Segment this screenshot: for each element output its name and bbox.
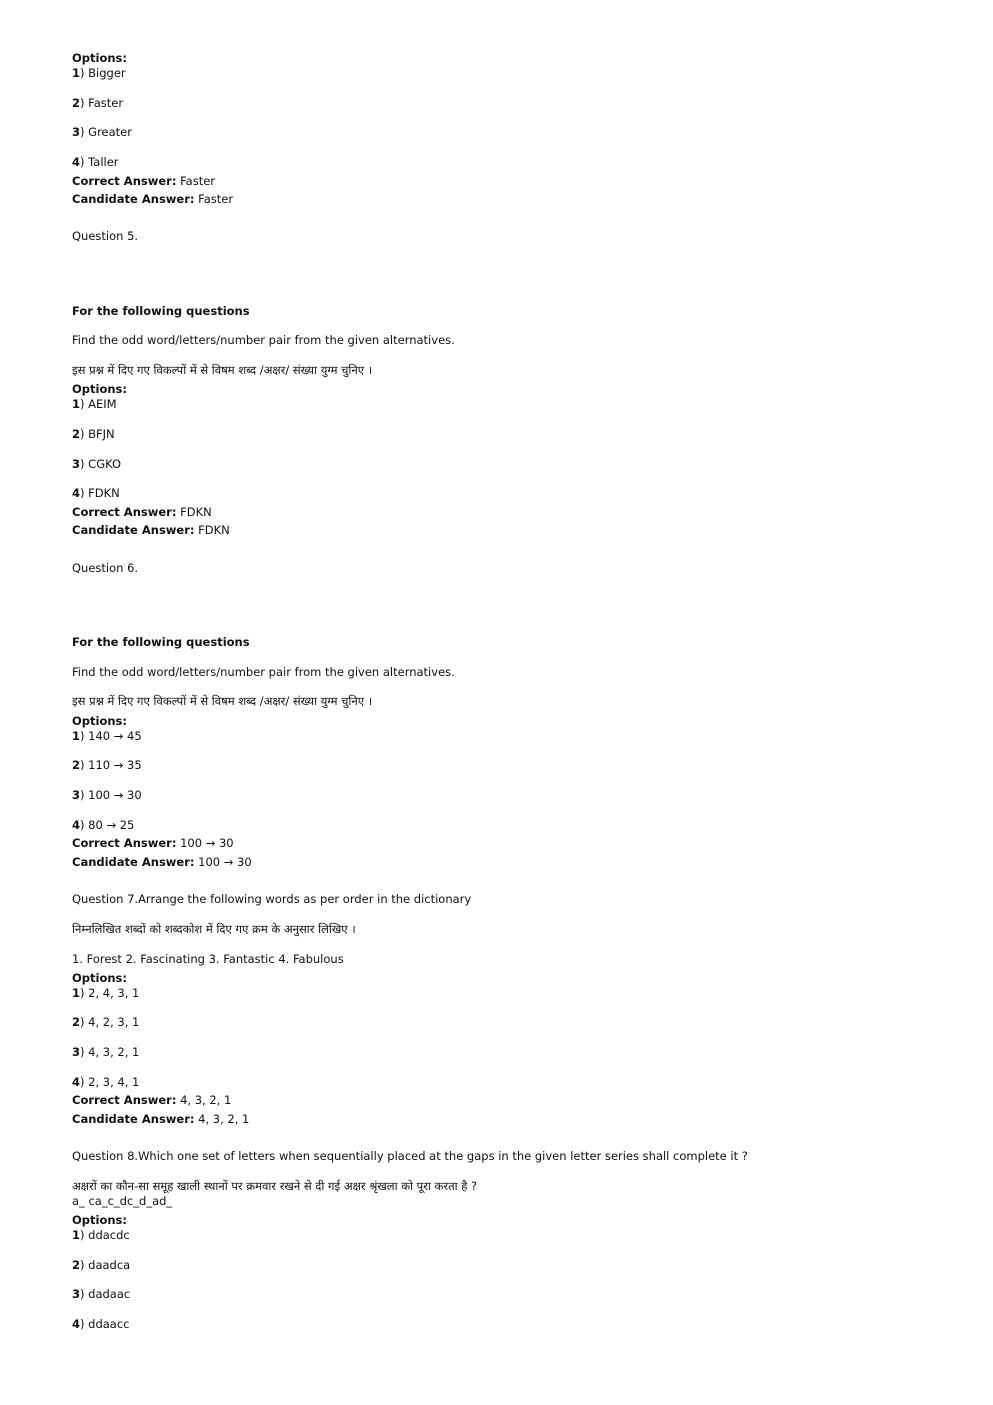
option-text: ) ddaacc [80,1317,130,1331]
correct-answer-label: Correct Answer: [72,505,177,519]
option-number: 3 [72,1045,81,1059]
option-4 [72,155,119,170]
options-label: Options: [72,971,127,985]
option-number: 2 [72,758,81,772]
option-number: 1 [72,66,81,80]
option-text: ) 110 → 35 [80,758,142,772]
candidate-answer [72,192,233,207]
option-1 [72,1228,130,1243]
option-text: ) daadca [80,1258,131,1272]
options-label: Options: [72,382,127,396]
correct-answer [72,836,234,851]
question-prompt-hi: इस प्रश्न में दिए गए विकल्पों में से विषम शब्द /अक्षर/ संख्या युग्म चुनिए । [72,694,373,708]
question-items: 1. Forest 2. Fascinating 3. Fantastic 4. Fabulous [72,952,344,966]
option-text: ) 80 → 25 [80,818,135,832]
option-1 [72,66,126,81]
option-number: 2 [72,1015,81,1029]
option-text: ) 4, 3, 2, 1 [80,1045,140,1059]
question-title: Question 7.Arrange the following words as per order in the dictionary [72,892,472,906]
candidate-answer [72,1112,249,1127]
option-text: ) 4, 2, 3, 1 [80,1015,140,1029]
option-3 [72,1045,139,1060]
candidate-answer-value: 4, 3, 2, 1 [194,1112,250,1126]
correct-answer [72,174,215,189]
option-1 [72,729,142,744]
section-heading: For the following questions [72,635,250,649]
option-text: ) AEIM [80,397,117,411]
candidate-answer-label: Candidate Answer: [72,855,195,869]
correct-answer-value: FDKN [176,505,212,519]
option-4 [72,818,134,833]
option-2 [72,427,115,442]
option-2 [72,758,142,773]
candidate-answer-label: Candidate Answer: [72,523,195,537]
candidate-answer [72,855,252,870]
correct-answer-label: Correct Answer: [72,836,177,850]
option-number: 3 [72,788,81,802]
section-heading: For the following questions [72,304,250,318]
correct-answer-value: 4, 3, 2, 1 [176,1093,232,1107]
option-2 [72,1258,130,1273]
correct-answer [72,505,212,520]
option-text: ) 140 → 45 [80,729,142,743]
option-text: ) dadaac [80,1287,131,1301]
option-4 [72,1075,139,1090]
question-prompt-hi: अक्षरों का कौन-सा समूह खाली स्थानों पर क्रमवार रखने से दी गई अक्षर श्रृंखला को पूरा करता है ? [72,1179,478,1193]
options-label: Options: [72,1213,127,1227]
option-text: ) 100 → 30 [80,788,142,802]
question-prompt-en: Find the odd word/letters/number pair from the given alternatives. [72,665,455,679]
option-text: ) BFJN [80,427,115,441]
question-title: Question 6. [72,561,139,575]
option-text: ) ddacdc [80,1228,130,1242]
letter-series: a_ ca_c_dc_d_ad_ [72,1194,173,1208]
option-number: 3 [72,457,81,471]
options-label: Options: [72,51,127,65]
option-text: ) 2, 4, 3, 1 [80,986,140,1000]
option-3 [72,788,142,803]
question-prompt-en: Find the odd word/letters/number pair from the given alternatives. [72,333,455,347]
option-2 [72,96,123,111]
question-prompt-hi: इस प्रश्न में दिए गए विकल्पों में से विषम शब्द /अक्षर/ संख्या युग्म चुनिए । [72,363,373,377]
option-number: 4 [72,486,81,500]
candidate-answer-value: FDKN [194,523,230,537]
option-3 [72,1287,130,1302]
option-number: 2 [72,96,81,110]
option-text: ) Greater [80,125,132,139]
option-number: 4 [72,1317,81,1331]
option-number: 2 [72,427,81,441]
correct-answer-label: Correct Answer: [72,1093,177,1107]
option-2 [72,1015,139,1030]
option-number: 1 [72,1228,81,1242]
option-text: ) 2, 3, 4, 1 [80,1075,140,1089]
candidate-answer-value: Faster [194,192,234,206]
option-text: ) Bigger [80,66,126,80]
option-number: 1 [72,986,81,1000]
option-3 [72,125,132,140]
option-1 [72,397,117,412]
question-title: Question 8.Which one set of letters when sequentially placed at the gaps in the given letter series shall complete it ? [72,1149,748,1163]
option-number: 2 [72,1258,81,1272]
options-label: Options: [72,714,127,728]
option-number: 3 [72,1287,81,1301]
option-number: 1 [72,729,81,743]
option-number: 3 [72,125,81,139]
question-prompt-hi: निम्नलिखित शब्दों को शब्दकोश में दिए गए क्रम के अनुसार लिखिए । [72,922,356,936]
candidate-answer [72,523,230,538]
option-text: ) Taller [80,155,119,169]
correct-answer [72,1093,231,1108]
option-number: 1 [72,397,81,411]
option-text: ) CGKO [80,457,122,471]
option-number: 4 [72,818,81,832]
candidate-answer-value: 100 → 30 [194,855,252,869]
question-title: Question 5. [72,229,139,243]
option-3 [72,457,121,472]
correct-answer-value: Faster [176,174,216,188]
option-number: 4 [72,1075,81,1089]
correct-answer-label: Correct Answer: [72,174,177,188]
candidate-answer-label: Candidate Answer: [72,1112,195,1126]
option-number: 4 [72,155,81,169]
option-text: ) FDKN [80,486,120,500]
option-4 [72,1317,130,1332]
option-text: ) Faster [80,96,124,110]
option-1 [72,986,139,1001]
option-4 [72,486,120,501]
correct-answer-value: 100 → 30 [176,836,234,850]
candidate-answer-label: Candidate Answer: [72,192,195,206]
